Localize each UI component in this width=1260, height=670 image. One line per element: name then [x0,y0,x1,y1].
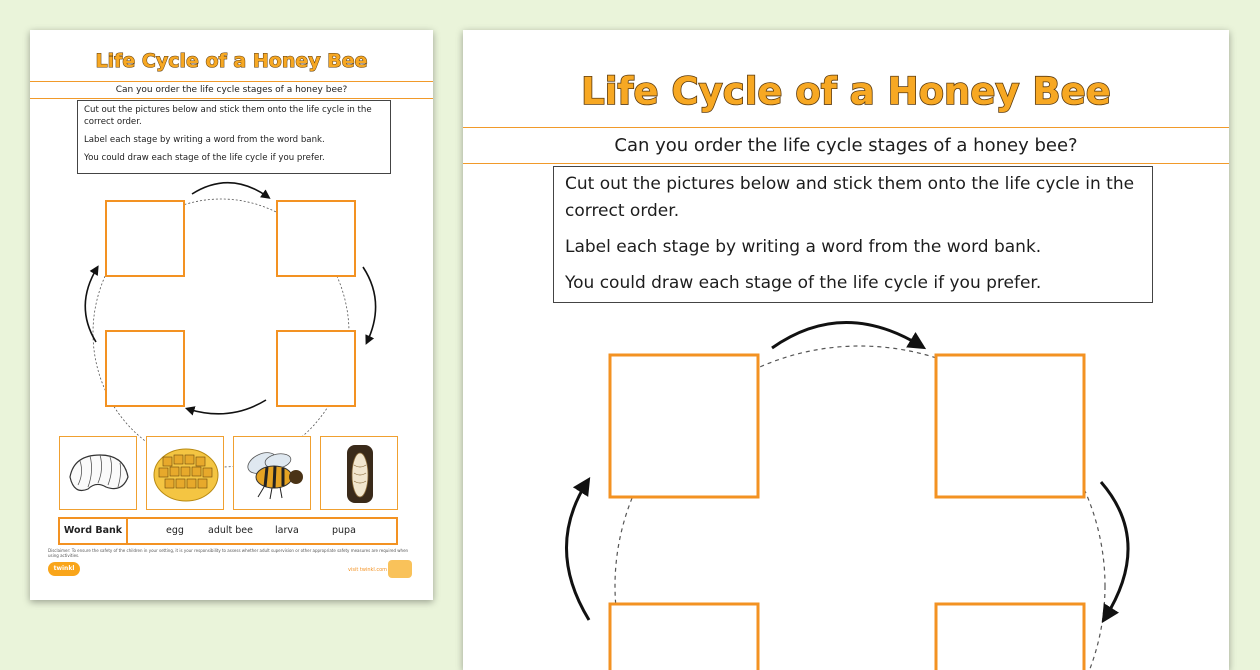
stage-box-2-large[interactable] [936,355,1084,497]
quality-badge-icon [388,560,412,578]
disclaimer-text: Disclaimer: To ensure the safety of the children in your setting, it is your responsibility to assess whether adult supervision or other appropriate safety measures are required when using activities. [48,548,409,558]
stage-box-4-large[interactable] [936,604,1084,670]
larva-picture[interactable] [59,436,137,510]
instruction-1: Cut out the pictures below and stick them onto the life cycle in the correct order. [84,105,372,127]
instruction-1-large: Cut out the pictures below and stick them onto the life cycle in the correct order. [565,174,1135,221]
word-bank [58,517,398,545]
stage-box-1[interactable] [106,201,184,276]
word-bank-title: Word Bank [60,519,128,543]
question-band: Can you order the life cycle stages of a honey bee? [30,81,433,99]
site-link[interactable]: visit twinkl.com [348,567,388,573]
stage-box-2[interactable] [277,201,355,276]
pupa-picture[interactable] [320,436,398,510]
pupa-icon [321,437,399,511]
twinkl-logo: twinkl [48,562,80,576]
worksheet-preview-thumbnail [30,30,433,600]
stage-box-4[interactable] [277,331,355,406]
arrow-bottom [188,400,266,414]
life-cycle-diagram [30,30,433,600]
stage-box-3-large[interactable] [610,604,758,670]
arrow-right [363,267,376,342]
instruction-2: Label each stage by writing a word from the word bank. [84,135,325,145]
instruction-2-large: Label each stage by writing a word from the word bank. [565,237,1042,257]
bee-icon [234,437,312,511]
word-bank-word: pupa [332,525,356,536]
eggs-picture[interactable] [146,436,224,510]
honeycomb-eggs-icon [147,437,225,511]
stage-box-3[interactable] [106,331,184,406]
instruction-3-large: You could draw each stage of the life cycle if you prefer. [565,273,1042,293]
worksheet-title: Life Cycle of a Honey Bee [95,50,368,72]
larva-icon [60,437,138,511]
question-band-large: Can you order the life cycle stages of a honey bee? [463,127,1229,164]
word-bank-word: adult bee [208,525,253,536]
word-bank-word: larva [275,525,299,536]
life-cycle-diagram-large [463,30,1229,670]
worksheet-zoomed-view [463,30,1229,670]
word-bank-word: egg [166,525,184,536]
worksheet-title-large: Life Cycle of a Honey Bee [581,70,1111,113]
stage-box-1-large[interactable] [610,355,758,497]
instruction-3: You could draw each stage of the life cycle if you prefer. [84,153,325,163]
arrow-left [85,268,97,342]
arrow-top [192,183,268,197]
arrow-top-large [772,322,921,348]
arrow-left-large [566,482,589,620]
adult-bee-picture[interactable] [233,436,311,510]
